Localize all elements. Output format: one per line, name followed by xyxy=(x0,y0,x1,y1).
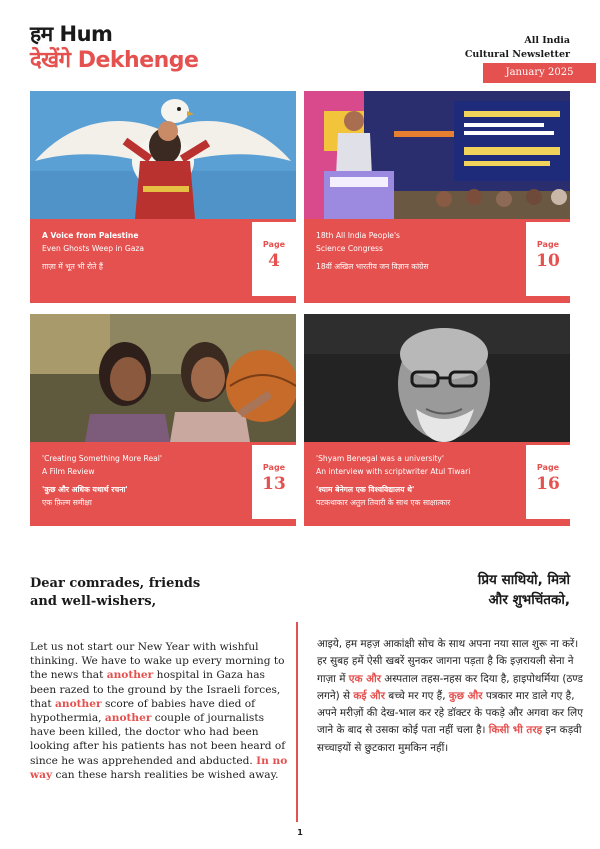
greeting-hindi xyxy=(478,570,570,610)
card-subtitle-en: A Film Review xyxy=(42,467,95,476)
page-number: 16 xyxy=(536,474,560,494)
card-science-congress[interactable] xyxy=(304,91,570,303)
text-segment: अस्पताल तहस-नहस कर दिया है, हाइपोथर्मिया (ठण्ड लगने) से xyxy=(317,672,583,702)
card-subtitle-hi: एक फ़िल्म समीक्षा xyxy=(42,498,92,507)
page-reference-box xyxy=(252,222,296,296)
card-film-review[interactable] xyxy=(30,314,296,526)
page-number: 4 xyxy=(268,251,280,271)
greeting-hi-line-2: और शुभचिंतको, xyxy=(488,592,570,608)
issue-date: January 2025 xyxy=(483,63,596,83)
page-number-footer: 1 xyxy=(297,828,303,837)
card-title-en: 'Creating Something More Real' xyxy=(42,454,162,463)
highlight-text: एक और xyxy=(348,672,381,685)
page-reference-box xyxy=(252,445,296,519)
card-title-hi: 18वीं अखिल भारतीय जन विज्ञान कांग्रेस xyxy=(316,262,429,271)
card-subtitle-en: Even Ghosts Weep in Gaza xyxy=(42,244,144,253)
page-number: 10 xyxy=(536,251,560,271)
greeting-english xyxy=(30,575,200,611)
highlight-text: In no way xyxy=(30,754,288,781)
letter-body-hindi xyxy=(317,636,587,757)
column-divider xyxy=(296,622,298,822)
card-title-en: A Voice from Palestine xyxy=(42,231,139,240)
highlight-text: another xyxy=(55,697,102,710)
highlight-text: another xyxy=(104,712,152,725)
logo-hum: हम Hum xyxy=(30,22,113,46)
page-label: Page xyxy=(536,463,560,472)
card-caption-band xyxy=(304,219,570,303)
page-reference-box xyxy=(526,445,570,519)
card-shyam-benegal[interactable] xyxy=(304,314,570,526)
text-segment: hospital in Gaza has been razed to the ground by the Israeli forces, that xyxy=(30,669,281,710)
text-segment: score of babies have died of hypothermia, xyxy=(30,697,256,725)
card-title-hi: 'कुछ और अधिक यथार्थ रचना' xyxy=(42,485,128,494)
page-label: Page xyxy=(536,240,560,249)
tagline xyxy=(465,34,570,62)
greeting-en-line-1: Dear comrades, friends xyxy=(30,576,201,591)
page-label: Page xyxy=(262,240,286,249)
highlight-text: कुछ और xyxy=(448,689,483,702)
page-number: 13 xyxy=(262,474,286,494)
card-title-en: 18th All India People's xyxy=(316,231,401,240)
text-segment: पत्रकार मार डाले गए है, अपने मरीज़ों की देख-भाल कर रहे डॉक्टर के पकड़े और अगवा कर लिए जाने के बाद से उसका कोई पता नहीं चला है। xyxy=(317,689,583,737)
text-segment: बच्चे मर गए हैं, xyxy=(384,689,449,702)
card-subtitle-en: An interview with scriptwriter Atul Tiwari xyxy=(316,467,471,476)
page-reference-box xyxy=(526,222,570,296)
card-subtitle-en: Science Congress xyxy=(316,244,383,253)
card-caption-band xyxy=(30,219,296,303)
card-caption-band xyxy=(304,442,570,526)
portrait-image xyxy=(304,314,570,442)
logo-dekhenge: देखेंगे Dekhenge xyxy=(30,48,199,73)
text-segment: can these harsh realities be wished away. xyxy=(52,768,279,781)
highlight-text: another xyxy=(106,669,154,682)
card-title-hi: ग़ाज़ा में भूत भी रोते हैं xyxy=(42,262,103,271)
tagline-line-2: Cultural Newsletter xyxy=(464,49,570,60)
highlight-text: कई और xyxy=(353,689,385,702)
letter-body-english xyxy=(30,640,292,782)
text-segment: आइये, हम महज़ आकांक्षी सोच के साथ अपना नया साल शुरू ना करें। हर सुबह हमें ऐसी खबरें सुनकर जागना पड़ता है कि इज़रायली सेना ने गाज़ा में xyxy=(317,638,579,685)
highlight-text: किसी भी तरह xyxy=(488,724,543,737)
tagline-line-1: All India xyxy=(524,35,570,46)
congress-speaker-image xyxy=(304,91,570,219)
greeting-en-line-2: and well-wishers, xyxy=(30,594,157,609)
dove-painting-image xyxy=(30,91,296,219)
page-label: Page xyxy=(262,463,286,472)
card-caption-band xyxy=(30,442,296,526)
text-segment: इन कड़वी सच्चाइयों से छुटकारा मुमकिन नहीं। xyxy=(317,724,582,754)
greeting-hi-line-1: प्रिय साथियो, मित्रो xyxy=(477,572,570,588)
card-subtitle-hi: पटकथाकार अतुल तिवारी के साथ एक साक्षात्कार xyxy=(316,498,451,507)
text-segment: Let us not start our New Year with wishful thinking. We have to wake up every morning to the news that xyxy=(30,641,285,682)
film-still-image xyxy=(30,314,296,442)
text-segment: couple of journalists have been killed, the doctor who had been looking after his patients has not been heard of since he was apprehended and abducted. xyxy=(30,712,286,767)
card-title-hi: 'श्याम बेनेगल एक विश्वविद्यालय थे' xyxy=(316,485,415,494)
card-title-en: 'Shyam Benegal was a university' xyxy=(316,454,444,463)
card-voice-from-palestine[interactable] xyxy=(30,91,296,303)
